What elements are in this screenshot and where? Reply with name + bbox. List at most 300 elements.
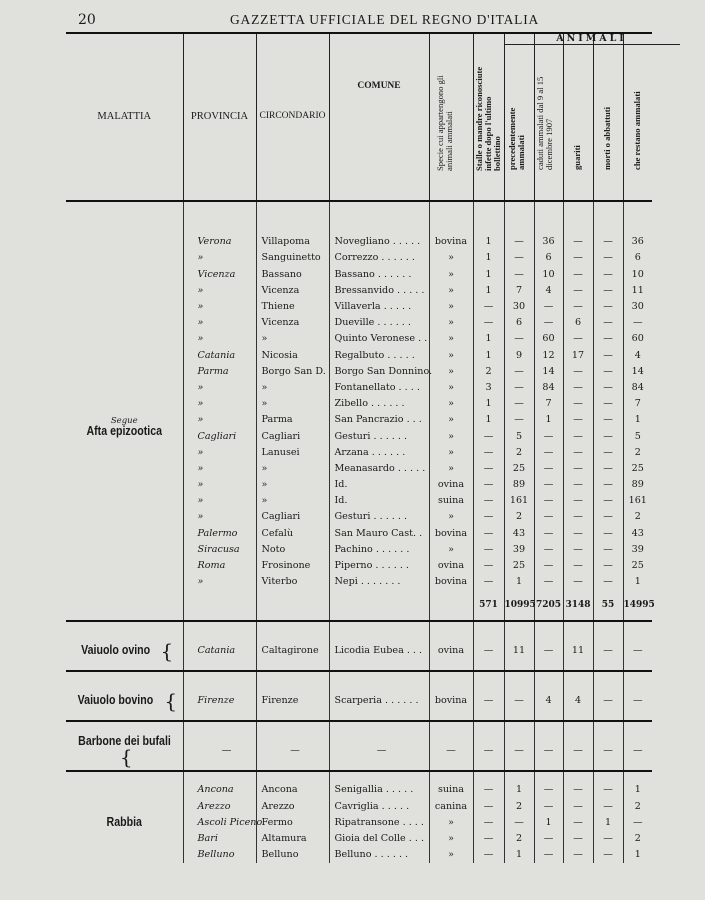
- disease-rabbia-cell: [66, 782, 183, 863]
- divider-cell: [563, 621, 593, 632]
- province-cell: Ascoli Piceno: [183, 815, 256, 831]
- divider-cell: [473, 721, 504, 732]
- stalle-cell: 1: [473, 283, 504, 299]
- table-row: [66, 234, 652, 250]
- comune-cell: Regalbuto . . . . .: [329, 347, 429, 363]
- page-header: [0, 8, 705, 32]
- comune-cell: Licodia Eubea . . .: [329, 632, 429, 671]
- circondario-cell: Sanguinetto: [256, 250, 329, 266]
- caduti-cell: —: [534, 444, 563, 460]
- morti-cell: —: [593, 509, 623, 525]
- divider-cell: [504, 671, 534, 682]
- caduti-cell: —: [534, 461, 563, 477]
- comune-cell: Novegliano . . . . .: [329, 234, 429, 250]
- guariti-cell: —: [563, 525, 593, 541]
- caduti-cell: 6: [534, 250, 563, 266]
- precedentemente-cell: 5: [504, 428, 534, 444]
- restano-cell: —: [623, 815, 652, 831]
- restano-cell: 161: [623, 493, 652, 509]
- morti-cell: —: [593, 782, 623, 798]
- circondario-cell: Frosinone: [256, 558, 329, 574]
- comune-cell: Scarperia . . . . . .: [329, 682, 429, 721]
- circondario-cell: Cefalù: [256, 525, 329, 541]
- restano-cell: 1: [623, 574, 652, 590]
- precedentemente-cell: —: [504, 266, 534, 282]
- col-precedentemente: ANIMALI precedentemente ammalati: [504, 33, 534, 201]
- province-cell: »: [183, 380, 256, 396]
- divider-cell: [534, 721, 563, 732]
- morti-cell: —: [593, 847, 623, 863]
- table-row: [66, 732, 652, 771]
- caduti-cell: —: [534, 831, 563, 847]
- restano-cell: 1: [623, 782, 652, 798]
- morti-cell: —: [593, 732, 623, 771]
- restano-cell: —: [623, 732, 652, 771]
- precedentemente-cell: —: [504, 250, 534, 266]
- caduti-cell: 36: [534, 234, 563, 250]
- divider-cell: [329, 721, 429, 732]
- specie-cell: »: [429, 412, 473, 428]
- col-caduti: caduti ammalati dal 9 al 15 dicembre 1907: [534, 33, 563, 201]
- morti-cell: —: [593, 477, 623, 493]
- precedentemente-cell: 1: [504, 782, 534, 798]
- guariti-cell: 11: [563, 632, 593, 671]
- section-divider: [66, 671, 652, 682]
- circondario-cell: »: [256, 380, 329, 396]
- precedentemente-cell: 7: [504, 283, 534, 299]
- comune-cell: Id.: [329, 493, 429, 509]
- comune-cell: Nepi . . . . . . .: [329, 574, 429, 590]
- stalle-cell: —: [473, 815, 504, 831]
- col-morti: morti o abbattuti: [593, 33, 623, 201]
- caduti-cell: —: [534, 493, 563, 509]
- restano-cell: 14: [623, 364, 652, 380]
- caduti-cell: —: [534, 732, 563, 771]
- divider-cell: [256, 621, 329, 632]
- guariti-cell: —: [563, 732, 593, 771]
- divider-cell: [534, 621, 563, 632]
- restano-cell: 7: [623, 396, 652, 412]
- caduti-cell: —: [534, 798, 563, 814]
- province-cell: »: [183, 574, 256, 590]
- col-malattia: MALATTIA: [66, 33, 183, 201]
- province-cell: Roma: [183, 558, 256, 574]
- specie-cell: »: [429, 331, 473, 347]
- restano-cell: 25: [623, 461, 652, 477]
- circondario-cell: Viterbo: [256, 574, 329, 590]
- caduti-cell: 1: [534, 412, 563, 428]
- province-cell: »: [183, 509, 256, 525]
- circondario-cell: Cagliari: [256, 428, 329, 444]
- morti-cell: —: [593, 444, 623, 460]
- stalle-cell: 3: [473, 380, 504, 396]
- province-cell: »: [183, 299, 256, 315]
- precedentemente-cell: 11: [504, 632, 534, 671]
- specie-cell: bovina: [429, 234, 473, 250]
- guariti-cell: —: [563, 493, 593, 509]
- circondario-cell: »: [256, 493, 329, 509]
- caduti-cell: 4: [534, 682, 563, 721]
- divider-cell: [504, 621, 534, 632]
- precedentemente-cell: 39: [504, 542, 534, 558]
- province-cell: Palermo: [183, 525, 256, 541]
- circondario-cell: »: [256, 396, 329, 412]
- guariti-cell: —: [563, 234, 593, 250]
- comune-cell: Piperno . . . . . .: [329, 558, 429, 574]
- circondario-cell: Vicenza: [256, 315, 329, 331]
- precedentemente-cell: 161: [504, 493, 534, 509]
- divider-cell: [473, 671, 504, 682]
- circondario-cell: —: [256, 732, 329, 771]
- divider-cell: [534, 671, 563, 682]
- comune-cell: Pachino . . . . . .: [329, 542, 429, 558]
- divider-cell: [593, 671, 623, 682]
- precedentemente-cell: 2: [504, 509, 534, 525]
- specie-cell: »: [429, 542, 473, 558]
- disease-vaiuolo-bovino-cell: [66, 682, 183, 721]
- precedentemente-cell: 43: [504, 525, 534, 541]
- morti-cell: —: [593, 558, 623, 574]
- province-cell: »: [183, 396, 256, 412]
- guariti-cell: —: [563, 542, 593, 558]
- section-divider: [66, 721, 652, 732]
- caduti-cell: 7: [534, 396, 563, 412]
- stalle-cell: —: [473, 782, 504, 798]
- divider-cell: [66, 621, 183, 632]
- col-specie: Specie cui appartengono gli animali ammalati: [429, 33, 473, 201]
- circondario-cell: Ancona: [256, 782, 329, 798]
- guariti-cell: —: [563, 847, 593, 863]
- guariti-cell: —: [563, 266, 593, 282]
- comune-cell: Fontanellato . . . .: [329, 380, 429, 396]
- caduti-cell: 1: [534, 815, 563, 831]
- morti-cell: —: [593, 632, 623, 671]
- province-cell: —: [183, 732, 256, 771]
- totals-blank-cell: [183, 590, 256, 621]
- caduti-cell: 10: [534, 266, 563, 282]
- specie-cell: ovina: [429, 477, 473, 493]
- divider-cell: [256, 771, 329, 782]
- guariti-cell: —: [563, 782, 593, 798]
- circondario-cell: »: [256, 477, 329, 493]
- divider-cell: [623, 721, 652, 732]
- specie-cell: »: [429, 299, 473, 315]
- guariti-cell: —: [563, 380, 593, 396]
- totals-restano: 14995: [623, 590, 652, 621]
- morti-cell: —: [593, 266, 623, 282]
- spacer-row: [66, 201, 652, 234]
- divider-cell: [429, 621, 473, 632]
- col-provincia: PROVINCIA: [183, 33, 256, 201]
- totals-guariti: 3148: [563, 590, 593, 621]
- restano-cell: 2: [623, 798, 652, 814]
- morti-cell: —: [593, 347, 623, 363]
- province-cell: Catania: [183, 347, 256, 363]
- specie-cell: —: [429, 732, 473, 771]
- precedentemente-cell: —: [504, 815, 534, 831]
- stalle-cell: 2: [473, 364, 504, 380]
- circondario-cell: Arezzo: [256, 798, 329, 814]
- comune-cell: Quinto Veronese . .: [329, 331, 429, 347]
- comune-cell: Ripatransone . . . .: [329, 815, 429, 831]
- province-cell: »: [183, 412, 256, 428]
- divider-cell: [429, 771, 473, 782]
- divider-cell: [593, 771, 623, 782]
- morti-cell: —: [593, 525, 623, 541]
- circondario-cell: Caltagirone: [256, 632, 329, 671]
- caduti-cell: —: [534, 525, 563, 541]
- circondario-cell: Nicosia: [256, 347, 329, 363]
- circondario-cell: Belluno: [256, 847, 329, 863]
- comune-cell: Zibello . . . . . .: [329, 396, 429, 412]
- specie-cell: »: [429, 266, 473, 282]
- stalle-cell: 1: [473, 331, 504, 347]
- divider-cell: [66, 771, 183, 782]
- comune-cell: Senigallia . . . . .: [329, 782, 429, 798]
- circondario-cell: Villapoma: [256, 234, 329, 250]
- divider-cell: [593, 621, 623, 632]
- stalle-cell: —: [473, 477, 504, 493]
- restano-cell: —: [623, 682, 652, 721]
- totals-morti: 55: [593, 590, 623, 621]
- province-cell: Catania: [183, 632, 256, 671]
- specie-cell: suina: [429, 782, 473, 798]
- brace-mark: {: [119, 745, 133, 770]
- disease-table: [66, 32, 655, 863]
- province-cell: Cagliari: [183, 428, 256, 444]
- divider-cell: [623, 671, 652, 682]
- comune-cell: —: [329, 732, 429, 771]
- col-guariti: guariti: [563, 33, 593, 201]
- province-cell: Vicenza: [183, 266, 256, 282]
- divider-cell: [534, 771, 563, 782]
- circondario-cell: Fermo: [256, 815, 329, 831]
- specie-cell: »: [429, 396, 473, 412]
- specie-cell: »: [429, 380, 473, 396]
- precedentemente-cell: 2: [504, 798, 534, 814]
- morti-cell: —: [593, 798, 623, 814]
- comune-cell: Id.: [329, 477, 429, 493]
- precedentemente-cell: —: [504, 380, 534, 396]
- comune-cell: San Mauro Cast. .: [329, 525, 429, 541]
- precedentemente-cell: 30: [504, 299, 534, 315]
- caduti-cell: 84: [534, 380, 563, 396]
- circondario-cell: Thiene: [256, 299, 329, 315]
- comune-cell: Villaverla . . . . .: [329, 299, 429, 315]
- disease-name: Afta epizootica: [86, 424, 163, 439]
- specie-cell: »: [429, 283, 473, 299]
- caduti-cell: —: [534, 847, 563, 863]
- comune-cell: Gioia del Colle . . .: [329, 831, 429, 847]
- precedentemente-cell: 2: [504, 831, 534, 847]
- guariti-cell: —: [563, 815, 593, 831]
- divider-cell: [504, 721, 534, 732]
- precedentemente-cell: —: [504, 234, 534, 250]
- comune-cell: Bassano . . . . . .: [329, 266, 429, 282]
- disease-name: Vaiuolo bovino: [78, 692, 154, 707]
- morti-cell: —: [593, 234, 623, 250]
- gazette-title: GAZZETTA UFFICIALE DEL REGNO D'ITALIA: [230, 12, 540, 27]
- specie-cell: suina: [429, 493, 473, 509]
- stalle-cell: —: [473, 525, 504, 541]
- province-cell: Belluno: [183, 847, 256, 863]
- specie-cell: »: [429, 815, 473, 831]
- caduti-cell: —: [534, 509, 563, 525]
- stalle-cell: —: [473, 632, 504, 671]
- stalle-cell: —: [473, 444, 504, 460]
- precedentemente-cell: 2: [504, 444, 534, 460]
- stalle-cell: —: [473, 558, 504, 574]
- precedentemente-cell: 25: [504, 558, 534, 574]
- specie-cell: canina: [429, 798, 473, 814]
- province-cell: Siracusa: [183, 542, 256, 558]
- guariti-cell: —: [563, 509, 593, 525]
- stalle-cell: —: [473, 315, 504, 331]
- guariti-cell: 17: [563, 347, 593, 363]
- comune-cell: Correzzo . . . . . .: [329, 250, 429, 266]
- disease-barbone-cell: [66, 732, 183, 771]
- restano-cell: 2: [623, 444, 652, 460]
- divider-cell: [183, 771, 256, 782]
- disease-afta-cell: [66, 234, 183, 621]
- province-cell: »: [183, 444, 256, 460]
- morti-cell: —: [593, 299, 623, 315]
- divider-cell: [563, 671, 593, 682]
- caduti-cell: —: [534, 574, 563, 590]
- morti-cell: —: [593, 331, 623, 347]
- province-cell: Verona: [183, 234, 256, 250]
- col-circondario: CIRCONDARIO: [256, 33, 329, 201]
- circondario-cell: Firenze: [256, 682, 329, 721]
- specie-cell: bovina: [429, 574, 473, 590]
- caduti-cell: —: [534, 315, 563, 331]
- header-row: [66, 33, 652, 201]
- caduti-cell: —: [534, 558, 563, 574]
- comune-cell: Meanasardo . . . . .: [329, 461, 429, 477]
- stalle-cell: —: [473, 509, 504, 525]
- specie-cell: bovina: [429, 682, 473, 721]
- precedentemente-cell: 25: [504, 461, 534, 477]
- circondario-cell: Lanusei: [256, 444, 329, 460]
- stalle-cell: —: [473, 798, 504, 814]
- totals-caduti: 7205: [534, 590, 563, 621]
- restano-cell: 89: [623, 477, 652, 493]
- divider-cell: [473, 771, 504, 782]
- divider-cell: [329, 671, 429, 682]
- guariti-cell: —: [563, 331, 593, 347]
- disease-name: Barbone dei bufali: [77, 733, 171, 748]
- morti-cell: —: [593, 412, 623, 428]
- circondario-cell: Borgo San D.: [256, 364, 329, 380]
- table-row: [66, 782, 652, 798]
- page-number: 20: [78, 12, 96, 28]
- stalle-cell: —: [473, 428, 504, 444]
- stalle-cell: 1: [473, 250, 504, 266]
- guariti-cell: —: [563, 831, 593, 847]
- morti-cell: —: [593, 380, 623, 396]
- specie-cell: »: [429, 364, 473, 380]
- province-cell: »: [183, 250, 256, 266]
- province-cell: »: [183, 477, 256, 493]
- precedentemente-cell: —: [504, 682, 534, 721]
- divider-cell: [66, 721, 183, 732]
- circondario-cell: Vicenza: [256, 283, 329, 299]
- restano-cell: 2: [623, 831, 652, 847]
- caduti-cell: —: [534, 299, 563, 315]
- col-restano: che restano ammalati: [623, 33, 652, 201]
- guariti-cell: 4: [563, 682, 593, 721]
- restano-cell: 30: [623, 299, 652, 315]
- restano-cell: 5: [623, 428, 652, 444]
- specie-cell: »: [429, 444, 473, 460]
- totals-blank-cell: [329, 590, 429, 621]
- restano-cell: 36: [623, 234, 652, 250]
- divider-cell: [563, 771, 593, 782]
- precedentemente-cell: 9: [504, 347, 534, 363]
- morti-cell: —: [593, 542, 623, 558]
- morti-cell: —: [593, 493, 623, 509]
- morti-cell: —: [593, 831, 623, 847]
- animali-group-header: ANIMALI: [504, 34, 680, 45]
- caduti-cell: —: [534, 428, 563, 444]
- brace-mark: {: [164, 689, 178, 714]
- restano-cell: 1: [623, 412, 652, 428]
- stalle-cell: 1: [473, 347, 504, 363]
- caduti-cell: 14: [534, 364, 563, 380]
- specie-cell: »: [429, 831, 473, 847]
- specie-cell: »: [429, 847, 473, 863]
- disease-vaiuolo-ovino-cell: [66, 632, 183, 671]
- caduti-cell: —: [534, 782, 563, 798]
- guariti-cell: —: [563, 396, 593, 412]
- guariti-cell: —: [563, 477, 593, 493]
- section-divider: [66, 621, 652, 632]
- morti-cell: —: [593, 315, 623, 331]
- divider-cell: [473, 621, 504, 632]
- divider-cell: [623, 771, 652, 782]
- table-row: [66, 682, 652, 721]
- comune-cell: Bressanvido . . . . .: [329, 283, 429, 299]
- divider-cell: [429, 721, 473, 732]
- morti-cell: —: [593, 428, 623, 444]
- circondario-cell: Noto: [256, 542, 329, 558]
- stalle-cell: —: [473, 847, 504, 863]
- precedentemente-cell: —: [504, 364, 534, 380]
- divider-cell: [183, 671, 256, 682]
- divider-cell: [183, 621, 256, 632]
- comune-cell: Cavriglia . . . . .: [329, 798, 429, 814]
- stalle-cell: —: [473, 461, 504, 477]
- specie-cell: »: [429, 250, 473, 266]
- divider-cell: [329, 621, 429, 632]
- totals-blank-cell: [429, 590, 473, 621]
- restano-cell: 60: [623, 331, 652, 347]
- province-cell: »: [183, 315, 256, 331]
- province-cell: »: [183, 493, 256, 509]
- stalle-cell: —: [473, 831, 504, 847]
- circondario-cell: »: [256, 461, 329, 477]
- restano-cell: 10: [623, 266, 652, 282]
- morti-cell: —: [593, 250, 623, 266]
- morti-cell: —: [593, 682, 623, 721]
- province-cell: »: [183, 461, 256, 477]
- precedentemente-cell: 1: [504, 847, 534, 863]
- stalle-cell: 1: [473, 266, 504, 282]
- stalle-cell: —: [473, 682, 504, 721]
- restano-cell: 39: [623, 542, 652, 558]
- guariti-cell: —: [563, 461, 593, 477]
- guariti-cell: —: [563, 574, 593, 590]
